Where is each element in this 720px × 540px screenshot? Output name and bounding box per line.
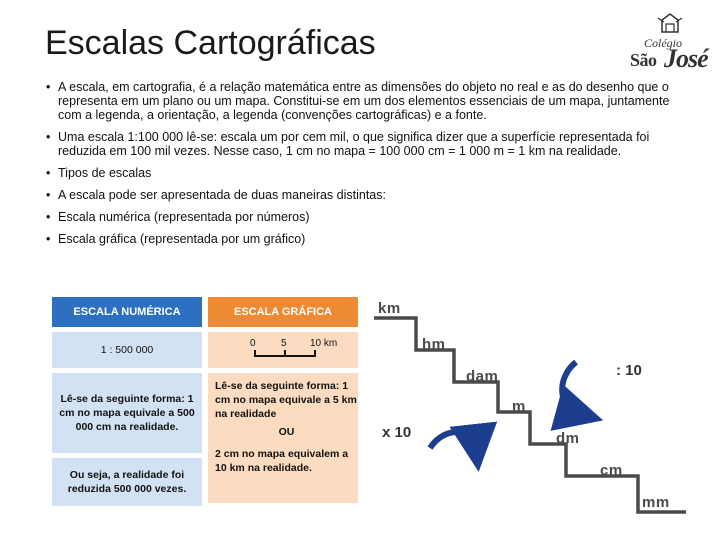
- graphic-scale-or: OU: [278, 426, 295, 438]
- bullet-item: • A escala pode ser apresentada de duas maneiras distintas:: [46, 188, 686, 202]
- logo-text-colegio: Colégio: [644, 36, 682, 50]
- graphic-scale-cell: [208, 332, 358, 368]
- logo-text-jose: José: [664, 44, 708, 73]
- logo-text-sao: São: [630, 50, 657, 70]
- bullet-item: • Tipos de escalas: [46, 166, 686, 180]
- bullet-item: • Uma escala 1:100 000 lê-se: escala um por cem mil, o que significa dizer que a superfície representada foi reduzida em 100 mil vezes. Nesse caso, 1 cm no mapa = 100 000 cm = 1 000 m = 1 km na realidade.: [46, 130, 686, 158]
- multiply-by-ten-label: x 10: [382, 424, 412, 441]
- numeric-scale-reading: Lê-se da seguinte forma: 1 cm no mapa equivale a 500 000 cm na realidade.: [52, 373, 202, 453]
- unit-label-km: km: [378, 300, 401, 317]
- divide-arrow: [562, 362, 580, 414]
- bullet-item: • Escala numérica (representada por números): [46, 210, 686, 224]
- graphic-scale-bar: [228, 335, 338, 365]
- unit-label-dm: dm: [556, 430, 580, 447]
- unit-label-m: m: [512, 398, 526, 415]
- graphic-scale-reading-cell: [208, 373, 358, 503]
- unit-label-mm: mm: [642, 494, 670, 511]
- divide-by-ten-label: : 10: [616, 362, 642, 379]
- school-logo: [628, 12, 710, 82]
- bullet-item: • A escala, em cartografia, é a relação matemática entre as dimensões do objeto no real e as do desenho que o representa em um plano ou um mapa. Constitui-se em um dos elementos essenciais de um mapa, juntamente com a legenda, a orientação, a legenda (convenções cartográficas) e a fonte.: [46, 80, 686, 122]
- scale-tick: [254, 350, 256, 357]
- graphic-scale-label: 0: [250, 338, 256, 349]
- scale-tick: [284, 350, 286, 357]
- bullet-list: [46, 80, 686, 254]
- unit-label-hm: hm: [422, 336, 446, 353]
- graphic-scale-label: 5: [281, 338, 287, 349]
- multiply-arrow: [430, 432, 476, 448]
- numeric-scale-value: 1 : 500 000: [52, 332, 202, 368]
- graphic-scale-column: [208, 297, 358, 503]
- page-title: Escalas Cartográficas: [45, 24, 376, 62]
- bullet-item: • Escala gráfica (representada por um gráfico): [46, 232, 686, 246]
- unit-label-cm: cm: [600, 462, 623, 479]
- scale-comparison-table: [52, 297, 363, 511]
- stairs-outline: [374, 318, 686, 512]
- scale-tick: [314, 350, 316, 357]
- numeric-scale-column: [52, 297, 202, 506]
- numeric-scale-conclusion: Ou seja, a realidade foi reduzida 500 000 vezes.: [52, 458, 202, 506]
- graphic-scale-alt-reading: 2 cm no mapa equivalem a 10 km na realidade.: [215, 448, 349, 474]
- graphic-scale-header: ESCALA GRÁFICA: [208, 297, 358, 327]
- graphic-scale-reading: Lê-se da seguinte forma: 1 cm no mapa equivale a 5 km na realidade: [215, 380, 357, 420]
- unit-conversion-stairs: [370, 298, 688, 520]
- graphic-scale-label: 10 km: [310, 338, 338, 349]
- unit-label-dam: dam: [466, 368, 499, 385]
- crest-icon: [656, 12, 684, 36]
- numeric-scale-header: ESCALA NUMÉRICA: [52, 297, 202, 327]
- stairs-drawing: [370, 298, 688, 520]
